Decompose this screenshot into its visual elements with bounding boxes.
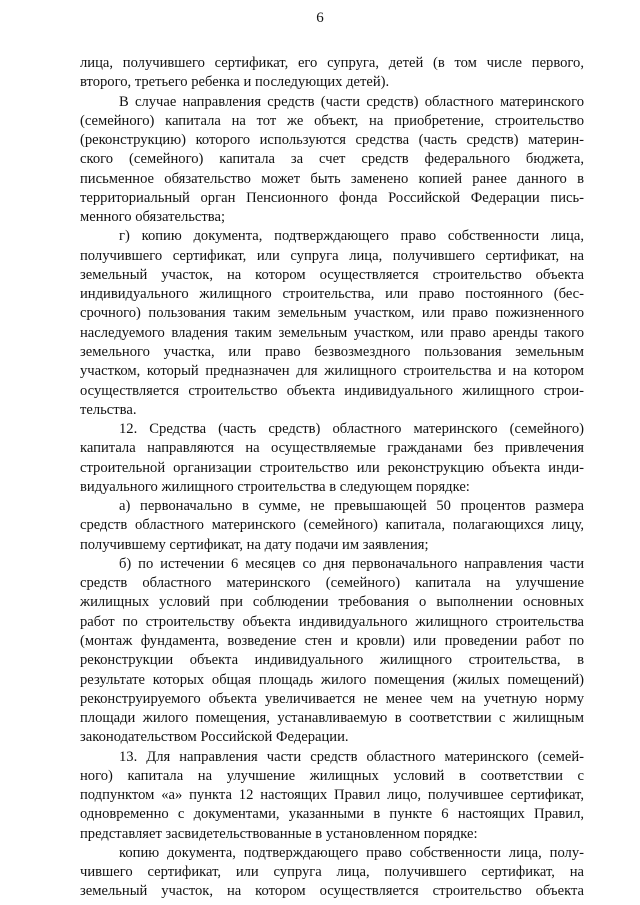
text-line: чившего сертификат, или супруга лица, получившего сертификат, на	[80, 864, 584, 881]
text-line: 12. Средства (часть средств) областного материнского (семейного)	[119, 421, 584, 438]
text-line: подпунктом «а» пункта 12 настоящих Правил лицо, получившее сертификат,	[80, 787, 584, 804]
text-line: наследуемого владения таким земельным участком, или право аренды такого	[80, 324, 584, 341]
text-line: менного обязательства;	[80, 209, 226, 226]
text-line: В случае направления средств (части средств) областного материнского	[119, 93, 584, 110]
text-line: реконструируемого объекта увеличивается не менее чем на учетную норму	[80, 690, 584, 707]
text-line: капитала направляются на осуществляемые гражданами без привлечения	[80, 440, 584, 457]
text-line: получившему сертификат, на дату подачи им заявления;	[80, 536, 429, 553]
document-body	[80, 54, 584, 902]
text-line: средств областного материнского (семейного) капитала на улучшение	[80, 575, 584, 592]
text-line: тельства.	[80, 401, 137, 418]
paragraph-mfc-obligation	[80, 93, 584, 228]
paragraph-section-12	[80, 420, 584, 497]
text-line: (семейного) капитала на тот же объект, на приобретение, строительство	[80, 112, 584, 129]
text-line: получившего сертификат, или супруга лица, получившего сертификат, на	[80, 247, 584, 264]
text-line: одновременно с документами, указанными в пункте 6 настоящих Правил,	[80, 806, 584, 823]
text-line: представляет засвидетельствованные в установленном порядке:	[80, 825, 478, 842]
paragraph-item-g	[80, 227, 584, 420]
text-line: земельный участок, на котором осуществляется строительство объекта	[80, 266, 584, 283]
text-line: работ по строительству объекта индивидуального жилищного строительства	[80, 613, 584, 630]
text-line: (реконструкцию) которого используются средства (часть средств) материн-	[80, 132, 584, 149]
text-line: участком, который предназначен для жилищного строительства и на котором	[80, 363, 584, 380]
text-line: индивидуального жилищного строительства, или право постоянного (бес-	[80, 286, 584, 303]
text-line: жилищных условий при соблюдении требования о выполнении основных	[80, 594, 584, 611]
text-line: второго, третьего ребенка и последующих детей).	[80, 74, 390, 91]
text-line: ского (семейного) капитала за счет средств федерального бюджета,	[80, 151, 584, 168]
text-line: результате которых общая площадь жилого помещения (жилых помещений)	[80, 671, 584, 688]
text-line: письменное обязательство может быть заменено копией ранее данного в	[80, 170, 584, 187]
text-line: законодательством Российской Федерации.	[80, 729, 349, 746]
text-line: г) копию документа, подтверждающего право собственности лица,	[119, 228, 584, 245]
text-line: 13. Для направления части средств областного материнского (семей-	[119, 748, 584, 765]
text-line: а) первоначально в сумме, не превышающей 50 процентов размера	[119, 498, 584, 515]
text-line: средств областного материнского (семейного) капитала, полагающихся лицу,	[80, 517, 584, 534]
text-line: реконструкции объекта индивидуального жилищного строительства, в	[80, 652, 584, 669]
paragraph-land-document	[80, 844, 584, 902]
text-line: копию документа, подтверждающего право собственности лица, полу-	[119, 844, 584, 861]
text-line: земельный участок, на котором осуществляется строительство объекта	[80, 883, 584, 900]
paragraph-item-a	[80, 497, 584, 555]
text-line: б) по истечении 6 месяцев со дня первоначального направления части	[119, 555, 584, 572]
text-line: (монтаж фундамента, возведение стен и кровли) или проведении работ по	[80, 632, 584, 649]
text-line: ного) капитала на улучшение жилищных условий в соответствии с	[80, 767, 584, 784]
text-line: площади жилого помещения, устанавливаемую в соответствии с жилищным	[80, 710, 584, 727]
text-line: лица, получившего сертификат, его супруга, детей (в том числе первого,	[80, 55, 584, 71]
page-number: 6	[316, 10, 324, 26]
text-line: видуального жилищного строительства в следующем порядке:	[80, 478, 470, 495]
text-line: осуществляется строительство объекта индивидуального жилищного строи-	[80, 382, 584, 399]
text-line: строительной организации строительство или реконструкцию объекта инди-	[80, 459, 584, 476]
text-line: территориальный орган Пенсионного фонда Российской Федерации пись-	[80, 189, 584, 206]
text-line: земельного участка, или право безвозмездного пользования земельным	[80, 343, 584, 360]
paragraph-section-13	[80, 748, 584, 844]
paragraph-continuation	[80, 54, 584, 93]
paragraph-item-b	[80, 555, 584, 748]
text-line: срочного) пользования таким земельным участком, или право пожизненного	[80, 305, 584, 322]
